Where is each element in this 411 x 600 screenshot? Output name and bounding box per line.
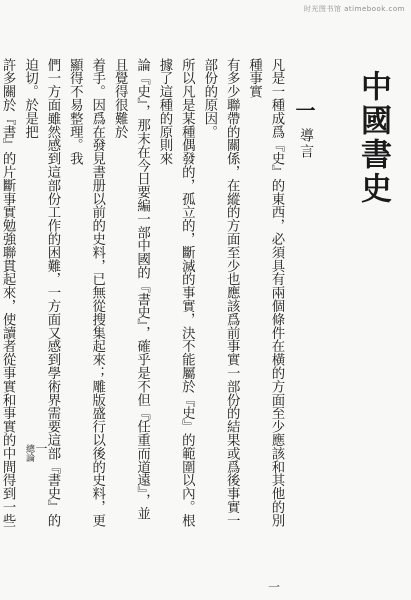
chapter-number: 一 <box>292 100 316 120</box>
body-line: 許多關於『書』的片斷事實勉強聯貫起來，使讀者從事實和事實的中間得到一些 <box>0 58 16 527</box>
body-line: 有多少聯帶的關係，在縱的方面至少也應該爲前事實一部份的結果或爲後事實一部份的原因。 <box>201 58 240 527</box>
footer-mark: 一 <box>268 580 281 594</box>
folio-number: 一 <box>34 442 48 454</box>
page-folio <box>23 440 47 462</box>
body-line: 論『史』，那末在今日要編一部中國的『書史』，確乎是不但『任重而道遠』，並且覺得很難於 <box>112 58 150 521</box>
book-title: 中國書史 <box>355 70 391 206</box>
watermark-text: 时光图书馆 atimebook.com <box>303 5 405 13</box>
body-line: 着手。因爲在發見書册以前的史料，已無從搜集起來；雕版盛行以後的史料，更顯得不易整理。我 <box>67 58 105 527</box>
body-line: 凡是一種成爲『史』的東西，必須具有兩個條件在橫的方面至少應該和其他的別種事實 <box>246 58 284 527</box>
folio-label: 總論 <box>24 444 34 462</box>
body-line: 們一方面雖然感到這部份工作的困難，一方面又感到學術界需要這部『書史』的迫切。於是把 <box>22 58 60 527</box>
body-line: 所以凡是某種偶發的，孤立的，斷滅的事實，決不能屬於『史』的範圍以內。根據了這種的原則來 <box>156 58 195 527</box>
chapter-heading: 導言 <box>298 128 314 160</box>
